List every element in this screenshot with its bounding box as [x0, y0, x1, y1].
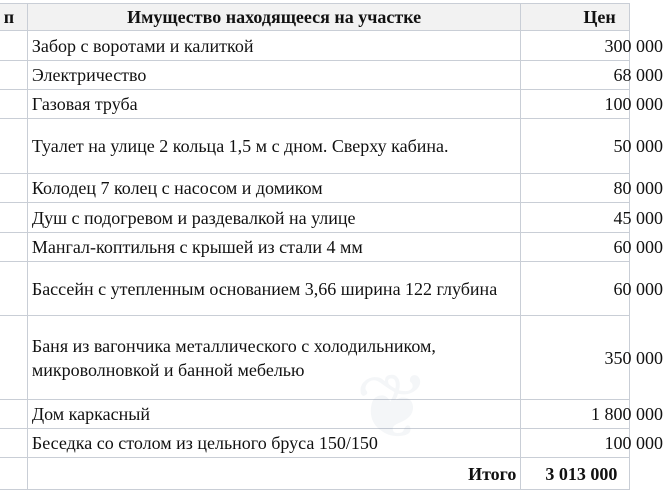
table-row [0, 203, 630, 233]
item-cell: Бассейн с утепленным основанием 3,66 ширина 122 глубина [27, 262, 521, 316]
price-value: 80 000 [614, 178, 663, 198]
header-price: Цен [521, 4, 630, 31]
property-table [0, 3, 630, 490]
row-number-cell [0, 119, 27, 174]
item-cell: Баня из вагончика металлического с холодильником, микроволновкой и банной мебелью [27, 316, 521, 400]
row-number-cell [0, 429, 27, 458]
total-value: 3 013 000 [521, 458, 630, 490]
price-cell [521, 233, 630, 262]
table-row [0, 31, 630, 61]
price-value: 68 000 [614, 65, 663, 85]
header-row [0, 4, 630, 31]
row-number-cell [0, 262, 27, 316]
price-value: 60 000 [614, 279, 663, 299]
item-cell: Газовая труба [27, 90, 521, 119]
header-number: п [0, 4, 27, 31]
price-cell [521, 90, 630, 119]
row-number-cell [0, 233, 27, 262]
price-value: 45 000 [614, 208, 663, 228]
price-cell [521, 262, 630, 316]
price-cell [521, 174, 630, 203]
table-row [0, 174, 630, 203]
price-value: 60 000 [614, 237, 663, 257]
item-cell: Душ с подогревом и раздевалкой на улице [27, 203, 521, 233]
price-value: 300 000 [605, 36, 663, 56]
watermark-logo: ❦ [355, 355, 430, 460]
item-cell: Колодец 7 колец с насосом и домиком [27, 174, 521, 203]
row-number-cell [0, 90, 27, 119]
row-number-cell [0, 316, 27, 400]
row-number-cell [0, 174, 27, 203]
row-number-cell [0, 61, 27, 90]
table-row [0, 429, 630, 458]
item-cell: Беседка со столом из цельного бруса 150/150 [27, 429, 521, 458]
item-cell: Электричество [27, 61, 521, 90]
item-cell: Мангал-коптильня с крышей из стали 4 мм [27, 233, 521, 262]
table-row [0, 262, 630, 316]
table-row [0, 119, 630, 174]
item-cell: Туалет на улице 2 кольца 1,5 м с дном. Сверху кабина. [27, 119, 521, 174]
total-label: Итого [27, 458, 521, 490]
table-row [0, 233, 630, 262]
header-item: Имущество находящееся на участке [27, 4, 521, 31]
table-row [0, 61, 630, 90]
price-value: 350 000 [605, 348, 663, 368]
total-row [0, 458, 630, 490]
price-value: 50 000 [614, 136, 663, 156]
price-cell [521, 61, 630, 90]
table-row [0, 90, 630, 119]
item-cell: Забор с воротами и калиткой [27, 31, 521, 61]
price-value: 100 000 [605, 433, 663, 453]
price-cell [521, 400, 630, 429]
price-cell [521, 119, 630, 174]
price-value: 1 800 000 [591, 404, 663, 424]
row-number-cell [0, 458, 27, 490]
table-row [0, 400, 630, 429]
price-value: 100 000 [605, 94, 663, 114]
row-number-cell [0, 203, 27, 233]
row-number-cell [0, 31, 27, 61]
price-cell [521, 316, 630, 400]
table-row [0, 316, 630, 400]
price-cell [521, 31, 630, 61]
row-number-cell [0, 400, 27, 429]
item-cell: Дом каркасный [27, 400, 521, 429]
price-cell [521, 429, 630, 458]
price-cell [521, 203, 630, 233]
